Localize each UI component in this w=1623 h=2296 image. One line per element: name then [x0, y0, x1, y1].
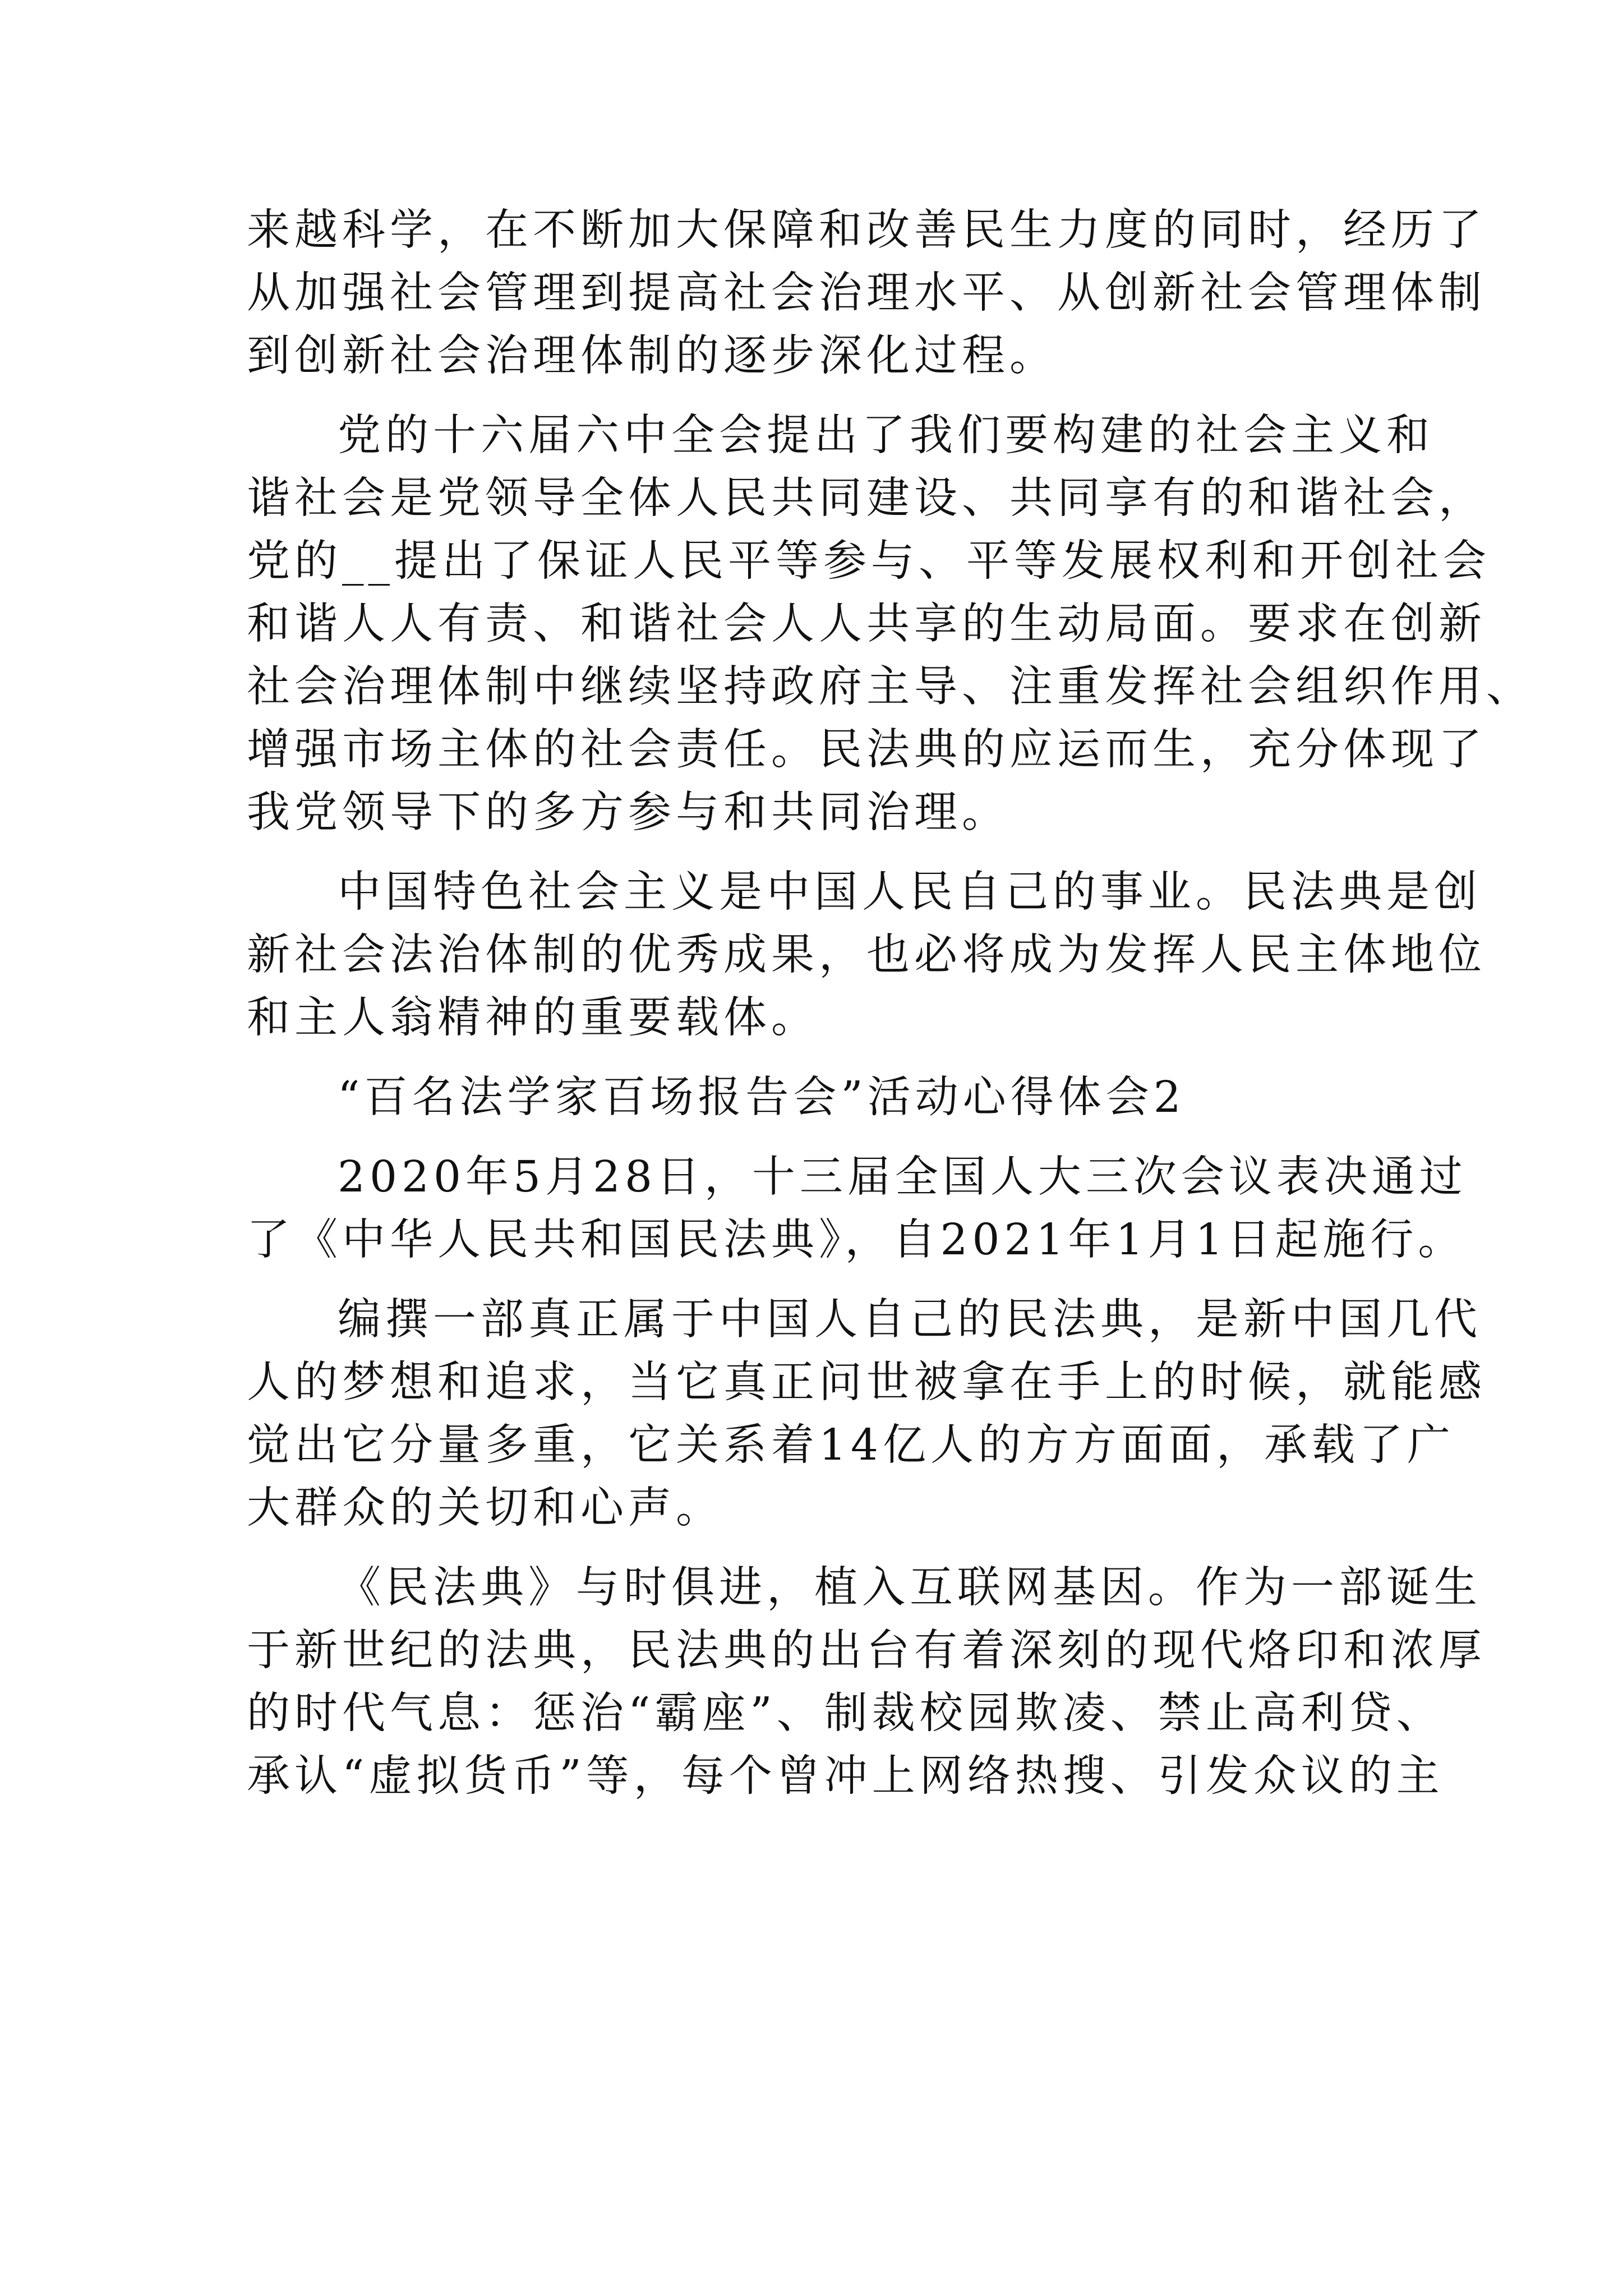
text-line: 和谐人人有责、和谐社会人人共享的生动局面。要求在创新	[247, 599, 1486, 649]
text-line: 觉出它分量多重，它关系着14亿人的方方面面，承载了广	[247, 1420, 1455, 1470]
text-line: 承认“虚拟货币”等，每个曾冲上网络热搜、引发众议的主	[247, 1751, 1444, 1801]
text-line: 增强市场主体的社会责任。民法典的应运而生，充分体现了	[247, 725, 1486, 775]
text-line: 了《中华人民共和国民法典》，自2021年1月1日起施行。	[247, 1215, 1466, 1265]
text-line: 新社会法治体制的优秀成果，也必将成为发挥人民主体地位	[247, 930, 1486, 980]
text-line: 党的__提出了保证人民平等参与、平等发展权利和开创社会	[247, 536, 1491, 586]
text-line: 我党领导下的多方参与和共同治理。	[247, 788, 1009, 838]
text-line: 编撰一部真正属于中国人自己的民法典，是新中国几代	[338, 1295, 1482, 1345]
text-line: 2020年5月28日，十三届全国人大三次会议表决通过	[338, 1152, 1467, 1202]
body-text	[247, 199, 1534, 1808]
text-line: 来越科学，在不断加大保障和改善民生力度的同时，经历了	[247, 205, 1486, 255]
text-line: 和主人翁精神的重要载体。	[247, 993, 819, 1043]
text-line: 党的十六届六中全会提出了我们要构建的社会主义和	[338, 411, 1434, 461]
text-line: 大群众的关切和心声。	[247, 1483, 723, 1533]
text-line: 到创新社会治理体制的逐步深化过程。	[247, 331, 1057, 381]
text-line: 人的梦想和追求，当它真正问世被拿在手上的时候，就能感	[247, 1358, 1486, 1407]
text-line: 从加强社会管理到提高社会治理水平、从创新社会管理体制	[247, 268, 1486, 318]
text-line: 谐社会是党领导全体人民共同建设、共同享有的和谐社会，	[247, 473, 1486, 523]
text-line: “百名法学家百场报告会”活动心得体会2	[338, 1073, 1186, 1122]
text-line: 中国特色社会主义是中国人民自己的事业。民法典是创	[338, 867, 1482, 917]
text-line: 于新世纪的法典，民法典的出台有着深刻的现代烙印和浓厚	[247, 1626, 1486, 1676]
text-line: 《民法典》与时俱进，植入互联网基因。作为一部诞生	[338, 1563, 1482, 1613]
text-line: 的时代气息：惩治“霸座”、制裁校园欺凌、禁止高利贷、	[247, 1688, 1444, 1738]
text-line: 社会治理体制中继续坚持政府主导、注重发挥社会组织作用、	[247, 662, 1534, 712]
